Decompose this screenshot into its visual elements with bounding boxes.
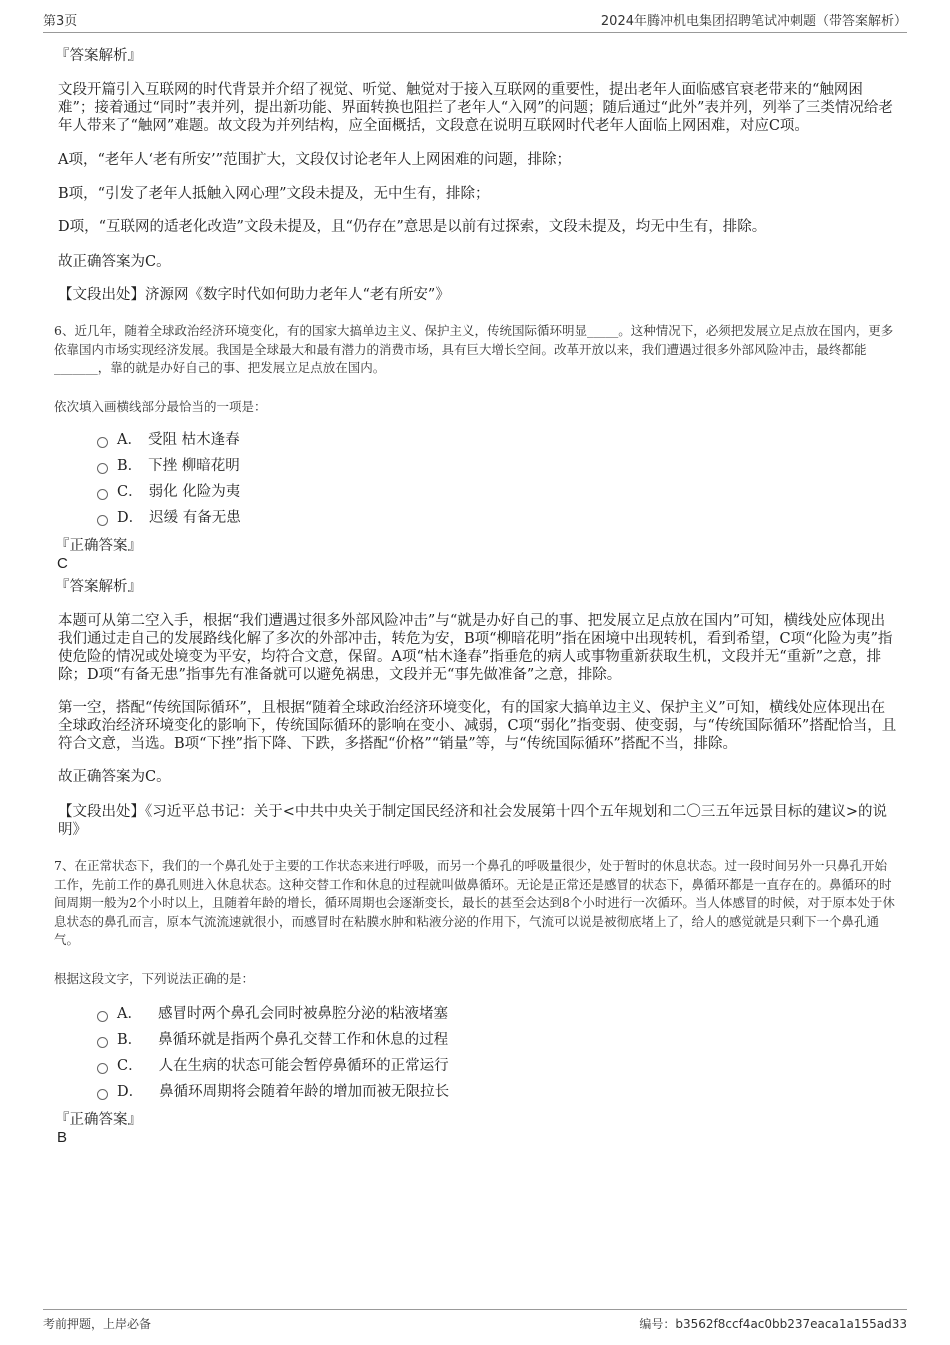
q6-source: 【文段出处】《习近平总书记：关于<中共中央关于制定国民经济和社会发展第十四个五年规划和二〇三五年远景目标的建议>的说明》 (58, 804, 888, 838)
document-serial: 编号：b3562f8ccf4ac0bb237eaca1a155ad33 (639, 1317, 907, 1331)
option-text: 人在生病的状态可能会暂停鼻循环的正常运行 (158, 1058, 449, 1074)
option-letter: D． (117, 1084, 144, 1100)
q6-analysis-paragraph-2: 第一空，搭配“传统国际循环”，且根据“随着全球政治经济环境变化，有的国家大搞单边主义、保护主义”可知，横线处应体现出在全球政治经济环境变化的影响下，传统国际循环的影响在变小、减弱，C项“弱化”指变弱、使变弱，与“传统国际循环”搭配恰当，且符合文意，当选。B项“下挫”指下降、下跌，多搭配“价格”“销量”等，与“传统国际循环”搭配不当，排除。 (58, 700, 897, 752)
radio-icon[interactable] (97, 463, 108, 474)
page-number: 第3页 (43, 14, 78, 29)
radio-icon[interactable] (97, 1037, 108, 1048)
q5-conclusion: 故正确答案为C。 (58, 254, 171, 270)
q7-correct-label: 『正确答案』 (55, 1112, 142, 1128)
q5-analysis-option-b: B项，“引发了老年人抵触入网心理”文段未提及，无中生有，排除； (58, 186, 490, 202)
page-footer (43, 1309, 907, 1335)
radio-icon[interactable] (97, 1063, 108, 1074)
radio-icon[interactable] (97, 515, 108, 526)
page-header (43, 10, 907, 33)
option-letter: A． (117, 1006, 142, 1022)
q7-correct-answer: B (57, 1129, 68, 1146)
q5-analysis-option-a: A项，“老年人‘老有所安’”范围扩大，文段仅讨论老年人上网困难的问题，排除； (58, 152, 572, 168)
option-text: 迟缓 有备无患 (149, 510, 241, 526)
q6-option-b[interactable] (97, 457, 240, 475)
option-letter: C． (117, 484, 143, 500)
radio-icon[interactable] (97, 1011, 108, 1022)
q6-analysis-label: 『答案解析』 (55, 579, 142, 595)
q6-correct-label: 『正确答案』 (55, 538, 142, 554)
option-text: 受阻 枯木逢春 (147, 432, 240, 448)
radio-icon[interactable] (97, 437, 108, 448)
q6-conclusion: 故正确答案为C。 (58, 769, 171, 785)
q7-option-c[interactable] (97, 1057, 449, 1075)
q6-option-d[interactable] (97, 509, 241, 527)
q6-correct-answer: C (57, 555, 68, 572)
q7-stem: 7、在正常状态下，我们的一个鼻孔处于主要的工作状态来进行呼吸，而另一个鼻孔的呼吸量很少，处于暂时的休息状态。过一段时间另外一只鼻孔开始工作，先前工作的鼻孔则进入休息状态。这种交替工作和休息的过程就叫做鼻循环。无论是正常还是感冒的状态下，鼻循环都是一直存在的。鼻循环的时间周期一般为2个小时以上，且随着年龄的增长，循环周期也会逐渐变长，最长的甚至会达到8个小时进行一次循环。当人体感冒的时候，对于原本处于休息状态的鼻孔而言，原本气流流速就很小，而感冒时在粘膜水肿和粘液分泌的作用下，气流可以说是被彻底堵上了，给人的感觉就是只剩下一个鼻孔通气。 (54, 858, 895, 947)
radio-icon[interactable] (97, 489, 108, 500)
option-text: 鼻循环就是指两个鼻孔交替工作和休息的过程 (158, 1032, 449, 1048)
option-letter: B． (117, 1032, 143, 1048)
q6-analysis-paragraph-1: 本题可从第二空入手，根据“我们遭遇过很多外部风险冲击”与“就是办好自己的事、把发展立足点放在国内”可知，横线处应体现出我们通过走自己的发展路线化解了多次的外部冲击，转危为安，B项“柳暗花明”指在困境中出现转机，看到希望，C项“化险为夷”指使危险的情况或处境变为平安，均符合文意，保留。A项“枯木逢春”指垂危的病人或事物重新获取生机，文段并无“重新”之意，排除；D项“有备无患”指事先有准备就可以避免祸患，文段并无“事先做准备”之意，排除。 (58, 613, 893, 683)
option-letter: D． (117, 510, 144, 526)
radio-icon[interactable] (97, 1089, 108, 1100)
q5-analysis-label: 『答案解析』 (55, 48, 142, 64)
q6-option-a[interactable] (97, 431, 240, 449)
q7-prompt: 根据这段文字，下列说法正确的是： (54, 971, 255, 986)
footer-slogan: 考前押题，上岸必备 (43, 1317, 152, 1331)
q7-option-a[interactable] (97, 1005, 448, 1023)
q5-analysis-option-d: D项，“互联网的适老化改造”文段未提及，且“仍存在”意思是以前有过探索，文段未提及，均无中生有，排除。 (58, 219, 767, 235)
q7-option-b[interactable] (97, 1031, 448, 1049)
q6-stem: 6、近几年，随着全球政治经济环境变化，有的国家大搞单边主义、保护主义，传统国际循环明显_____。这种情况下，必须把发展立足点放在国内，更多依靠国内市场实现经济发展。我国是全球最大和最有潜力的消费市场，具有巨大增长空间。改革开放以来，我们遭遇过很多外部风险冲击，最终都能_______，靠的就是办好自己的事、把发展立足点放在国内。 (54, 323, 894, 375)
option-letter: A． (117, 432, 142, 448)
option-text: 感冒时两个鼻孔会同时被鼻腔分泌的粘液堵塞 (157, 1006, 448, 1022)
q7-option-d[interactable] (97, 1083, 449, 1101)
q5-analysis-paragraph: 文段开篇引入互联网的时代背景并介绍了视觉、听觉、触觉对于接入互联网的重要性，提出老年人面临感官衰老带来的“触网困难”；接着通过“同时”表并列，提出新功能、界面转换也阻拦了老年人“入网”的问题；随后通过“此外”表并列，列举了三类情况给老年人带来了“触网”难题。故文段为并列结构，应全面概括，文段意在说明互联网时代老年人面临上网困难，对应C项。 (58, 82, 893, 134)
option-text: 弱化 化险为夷 (148, 484, 241, 500)
q5-source: 【文段出处】济源网《数字时代如何助力老年人“老有所安”》 (58, 287, 450, 303)
document-title: 2024年腾冲机电集团招聘笔试冲刺题（带答案解析） (600, 14, 907, 29)
option-letter: C． (117, 1058, 143, 1074)
q6-prompt: 依次填入画横线部分最恰当的一项是： (54, 399, 267, 414)
option-text: 下挫 柳暗花明 (148, 458, 240, 474)
option-text: 鼻循环周期将会随着年龄的增加而被无限拉长 (159, 1084, 450, 1100)
option-letter: B． (117, 458, 143, 474)
q6-option-c[interactable] (97, 483, 240, 501)
